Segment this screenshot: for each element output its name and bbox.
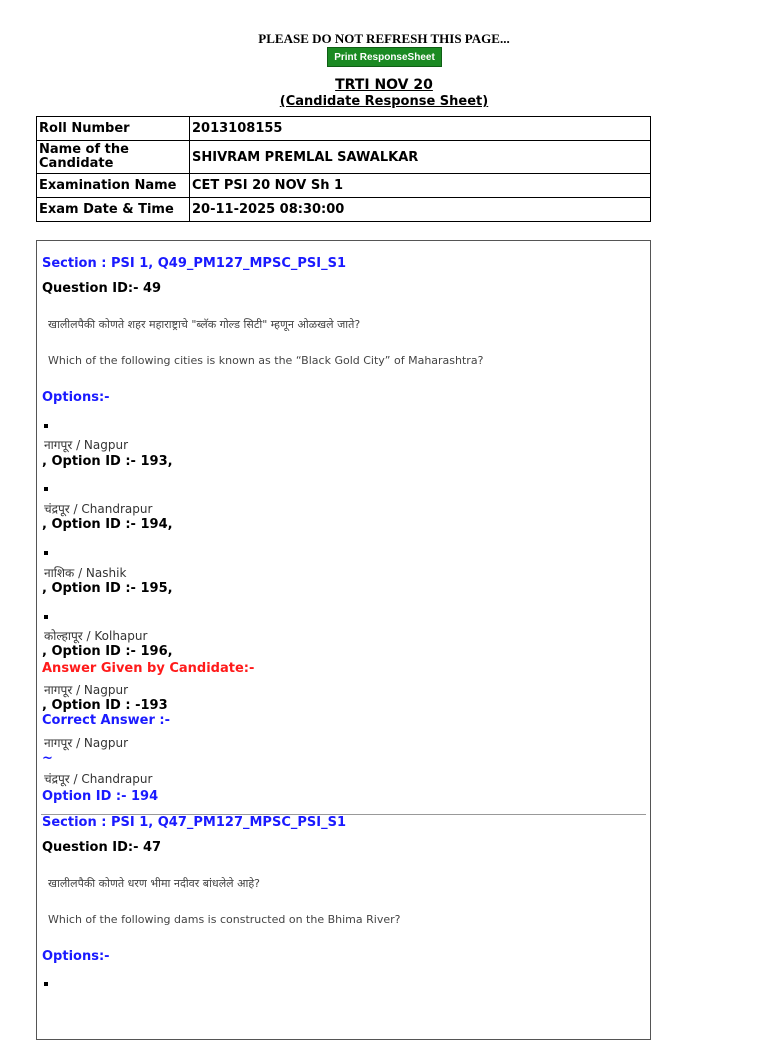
option-id: , Option ID :- 193, [42, 454, 173, 469]
option-id: , Option ID :- 196, [42, 644, 173, 659]
question-text-marathi: खालीलपैकी कोणते धरण भीमा नदीवर बांधलेले आहे? [48, 877, 261, 890]
candidate-name-label: Name of the Candidate [37, 141, 190, 174]
candidate-name-value: SHIVRAM PREMLAL SAWALKAR [190, 141, 651, 174]
table-row [37, 117, 651, 141]
print-responsesheet-button[interactable]: Print ResponseSheet [327, 47, 442, 67]
exam-name-value: CET PSI 20 NOV Sh 1 [190, 174, 651, 198]
option-bullet-icon [44, 487, 48, 491]
correct-answer-option-id: Option ID :- 194 [42, 789, 159, 804]
question-text-english: Which of the following cities is known as the “Black Gold City” of Maharashtra? [48, 354, 484, 367]
question-id: Question ID:- 47 [42, 840, 162, 855]
answer-given-option-id: , Option ID : -193 [42, 698, 168, 713]
options-heading: Options:- [42, 949, 110, 964]
candidate-info-table [36, 116, 651, 222]
page-title: TRTI NOV 20 [335, 77, 433, 93]
exam-name-label: Examination Name [37, 174, 190, 198]
option-bullet-icon [44, 551, 48, 555]
table-row [37, 174, 651, 198]
exam-datetime-value: 20-11-2025 08:30:00 [190, 198, 651, 222]
option-text: चंद्रपूर / Chandrapur [44, 502, 153, 516]
option-bullet-icon [44, 424, 48, 428]
roll-number-label: Roll Number [37, 117, 190, 141]
option-bullet-icon [44, 982, 48, 986]
section-heading: Section : PSI 1, Q47_PM127_MPSC_PSI_S1 [42, 815, 347, 830]
answer-given-label: Answer Given by Candidate:- [42, 661, 255, 676]
correct-answer-text: नागपूर / Nagpur [44, 736, 129, 750]
page-subtitle: (Candidate Response Sheet) [279, 94, 489, 109]
table-row [37, 141, 651, 174]
question-text-marathi: खालीलपैकी कोणते शहर महाराष्ट्राचे "ब्लॅक गोल्ड सिटी" म्हणून ओळखले जाते? [48, 318, 361, 331]
answer-given-text: नागपूर / Nagpur [44, 683, 129, 697]
option-text: नागपूर / Nagpur [44, 438, 129, 452]
section-heading: Section : PSI 1, Q49_PM127_MPSC_PSI_S1 [42, 256, 347, 271]
option-id: , Option ID :- 194, [42, 517, 173, 532]
option-text: कोल्हापूर / Kolhapur [44, 629, 148, 643]
refresh-warning: PLEASE DO NOT REFRESH THIS PAGE... [258, 31, 510, 46]
correct-answer-separator: ~ [42, 751, 53, 766]
question-id: Question ID:- 49 [42, 281, 162, 296]
options-heading: Options:- [42, 390, 110, 405]
correct-answer-text: चंद्रपूर / Chandrapur [44, 772, 153, 786]
exam-datetime-label: Exam Date & Time [37, 198, 190, 222]
option-text: नाशिक / Nashik [44, 566, 127, 580]
option-id: , Option ID :- 195, [42, 581, 173, 596]
correct-answer-label: Correct Answer :- [42, 713, 170, 728]
table-row [37, 198, 651, 222]
roll-number-value: 2013108155 [190, 117, 651, 141]
question-text-english: Which of the following dams is constructed on the Bhima River? [48, 913, 401, 926]
option-bullet-icon [44, 615, 48, 619]
